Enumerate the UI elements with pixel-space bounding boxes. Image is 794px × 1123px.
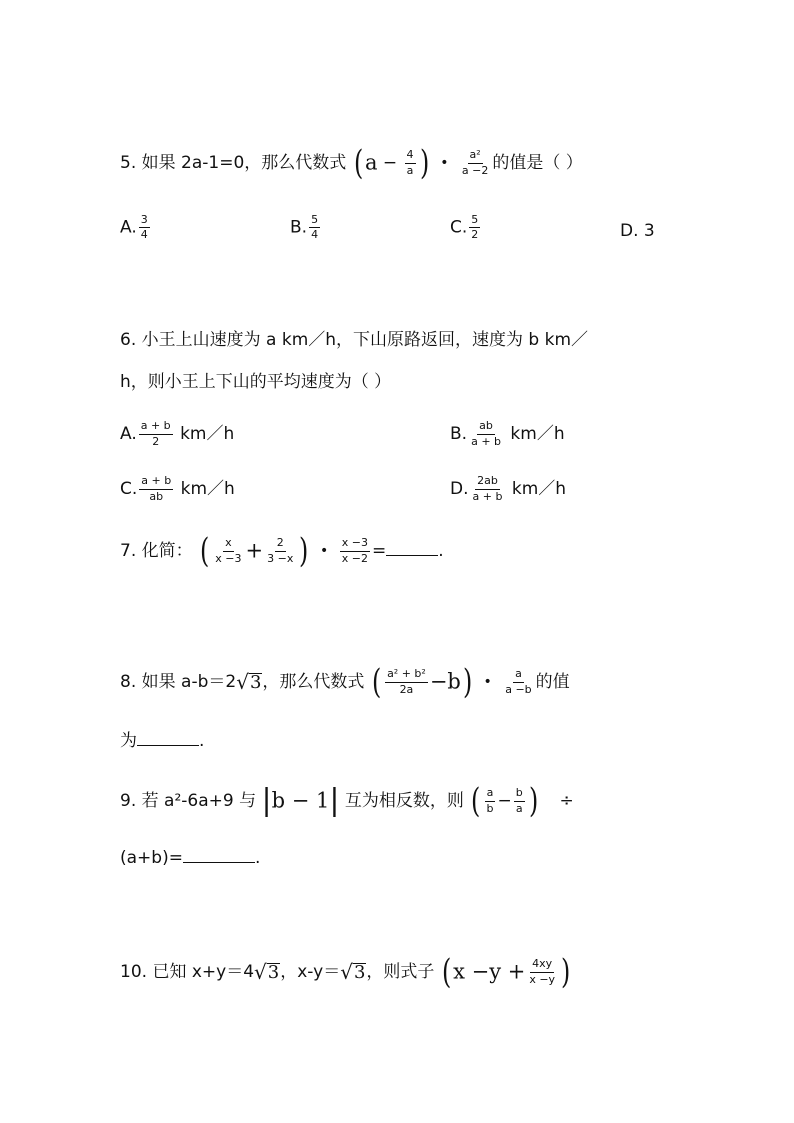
q10-expr: x −y + [453,959,526,984]
q7-end: . [438,541,444,561]
left-paren: ( [471,781,481,821]
q6-line-2: h，则小王上下山的平均速度为（ ） [120,372,392,392]
left-paren: ( [441,952,452,992]
right-paren: ) [561,952,571,992]
q6-opt-a-fraction: $\frac{a + b}{2}$ [140,419,171,448]
q7-fraction-3: $\frac{x -3}{x -2}$ [341,536,368,565]
q5-a: a [364,150,378,175]
q5-fraction-2: $\frac{\text{a²}}{a -2}$ [461,148,489,177]
q5-fraction-1: $\frac{4}{a}$ [406,148,414,177]
right-paren: ) [462,662,473,702]
q7-fraction-2: $\frac{2}{3 -x}$ [267,536,294,565]
question-10 [120,952,572,992]
q8-sqrt: √ 3 [236,670,262,694]
q10-sqrt-1: √ 3 [254,960,280,984]
left-paren: ( [371,662,382,702]
q7-plus: + [245,538,264,563]
left-paren: ( [200,531,210,571]
q6-option-b: B. $\frac{ab}{a + b}$ km／h [450,419,565,448]
q9-divide: ÷ [559,791,574,811]
q8-fraction-2: $\frac{a}{a -b}$ [505,667,532,696]
q8-dot: • [483,674,492,690]
question-8 [120,662,570,702]
abs-bar-left: | [261,783,272,818]
q5-prefix: 5. 如果 2a-1=0，那么代数式 [120,153,347,173]
q10-sqrt-2: √ 3 [340,960,366,984]
right-paren: ) [299,531,309,571]
question-9 [120,781,574,821]
q6-opt-c-unit: km／h [180,479,235,499]
q6-opt-d-fraction: $\frac{2ab}{a + b}$ [472,474,503,503]
q7-prefix: 7. 化简： [120,541,193,561]
q7-answer-blank [386,554,438,556]
q6-opt-c-fraction: $\frac{a + b}{ab}$ [141,474,172,503]
q7-fraction-1: $\frac{x}{x -3}$ [215,536,242,565]
q7-dot: • [320,543,329,559]
right-paren: ) [419,143,429,183]
q8-answer-blank [137,744,199,746]
q6-option-c: C. $\frac{a + b}{ab}$ km／h [120,474,235,503]
q7-equals: = [371,541,387,561]
q9-answer-blank [183,861,255,863]
q6-option-a: A. $\frac{a + b}{2}$ km／h [120,419,235,448]
question-5 [120,143,583,183]
q5-option-a: A. $\frac{3}{4}$ [120,213,148,242]
q8-fraction-1: $\frac{\text{a² + b²}}{2a}$ [387,667,426,696]
q8-minus-b: −b [429,669,461,694]
q6-opt-d-unit: km／h [511,479,567,499]
q9-abs-inner: b − 1 [271,788,330,813]
right-paren: ) [528,781,539,821]
q9-prefix: 9. 若 a²-6a+9 与 [120,791,257,811]
q6-opt-a-unit: km／h [180,424,235,444]
q5-option-c: C. $\frac{5}{2}$ [450,213,479,242]
q9-middle: 互为相反数，则 [344,791,464,811]
abs-bar-right: | [329,783,340,818]
q8-prefix: 8. 如果 a-b＝2 [120,672,237,692]
q5-option-d: D. 3 [620,221,655,241]
q9-fraction-1: $\frac{a}{b}$ [486,786,494,815]
q5-option-b: B. $\frac{5}{4}$ [290,213,319,242]
q9-fraction-2: $\frac{b}{a}$ [515,786,523,815]
q5-dot: • [440,155,449,171]
q5-opt-c-fraction: $\frac{5}{2}$ [471,213,479,242]
q10-prefix: 10. 已知 x+y＝4 [120,962,255,982]
q6-opt-b-unit: km／h [510,424,565,444]
q10-fraction: $\frac{4xy}{x -y}$ [529,957,556,986]
q5-opt-a-fraction: $\frac{3}{4}$ [140,213,148,242]
q6-opt-b-fraction: $\frac{ab}{a + b}$ [471,419,502,448]
q10-middle-2: ，则式子 [366,962,435,982]
q5-minus: − [382,153,398,173]
q8-suffix: 的值 [535,672,570,692]
q10-middle: ，x-y＝ [280,962,341,982]
left-paren: ( [353,143,363,183]
q6-line-1: 6. 小王上山速度为 a km／h，下山原路返回，速度为 b km／ [120,330,589,350]
q5-opt-b-fraction: $\frac{5}{4}$ [311,213,319,242]
q8-middle: ，那么代数式 [262,672,365,692]
question-7 [120,531,444,571]
q9-line-2: (a+b)= . [120,848,261,868]
q9-minus: − [497,791,512,811]
q5-suffix: 的值是（ ） [492,153,583,173]
q6-option-d: D. $\frac{2ab}{a + b}$ km／h [450,474,567,503]
q8-line-2: 为 . [120,731,205,751]
